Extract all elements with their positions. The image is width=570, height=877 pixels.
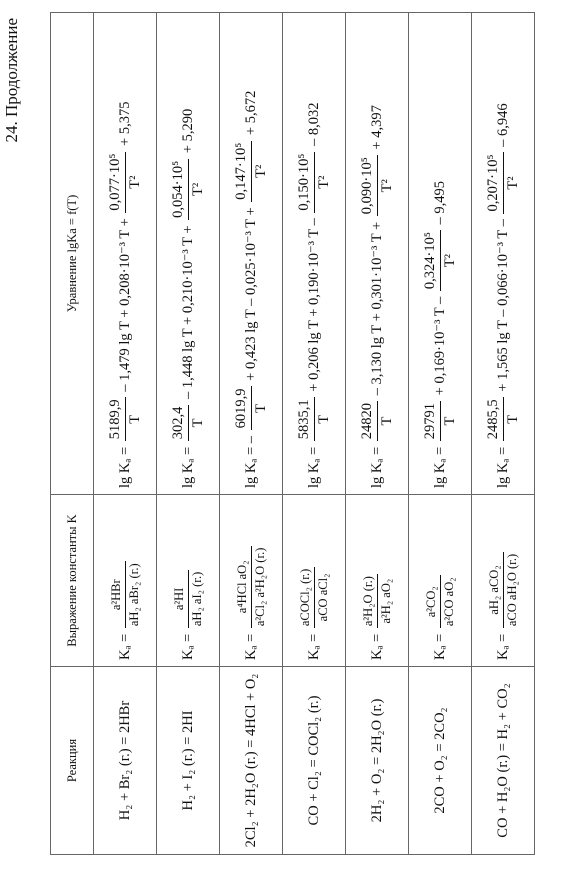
eq-constant: + 5,375: [116, 101, 133, 146]
eq-f2-denominator: T²: [315, 175, 332, 189]
table-row: [94, 13, 157, 855]
reaction-cell: [94, 667, 157, 855]
reaction-text: H₂ + I₂ (г.) = 2HI: [179, 710, 196, 811]
eq-f2-denominator: T²: [126, 175, 143, 189]
equation-cell: [220, 13, 283, 495]
k-lhs: Kₐ =: [179, 633, 196, 660]
eq-f1-numerator: 5835,1: [296, 397, 315, 441]
eq-lhs: lg Kₐ =: [368, 446, 385, 488]
k-lhs: Kₐ =: [431, 633, 448, 660]
eq-fraction-1: [485, 397, 522, 441]
k-expression-cell: [472, 495, 535, 667]
reaction-cell: [220, 667, 283, 855]
eq-fraction-1: [233, 386, 270, 430]
k-expression-cell: [409, 495, 472, 667]
eq-f1-denominator: T: [504, 414, 521, 424]
equation-cell: [346, 13, 409, 495]
k-fraction: [235, 546, 268, 629]
reaction-text: 2H₂ + O₂ = 2H₂O (г.): [368, 698, 385, 823]
eq-f1-denominator: T: [189, 418, 206, 428]
k-lhs: Kₐ =: [242, 633, 259, 660]
k-denominator: a²CO aO₂: [441, 577, 456, 627]
eq-f2-numerator: 0,054·10⁵: [170, 159, 189, 220]
k-denominator: aCO aCl₂: [315, 573, 330, 622]
eq-f1-numerator: 2485,5: [485, 397, 504, 441]
k-lhs: Kₐ =: [305, 633, 322, 660]
k-numerator: a²HI: [172, 570, 189, 628]
eq-fraction-2: [485, 153, 522, 214]
eq-lhs: lg Kₐ =: [116, 446, 133, 488]
eq-f1-numerator: 29791: [422, 401, 441, 441]
page-title: 24. Продолжение: [2, 18, 21, 143]
eq-fraction-1: [170, 405, 207, 442]
eq-f1-denominator: T: [126, 414, 143, 424]
equation-cell: [283, 13, 346, 495]
eq-f1-denominator: T: [378, 416, 395, 426]
k-fraction: [172, 570, 205, 628]
eq-f2-denominator: T²: [504, 176, 521, 190]
k-numerator: a²CO₂: [424, 575, 441, 628]
eq-f2-numerator: 0,150·10⁵: [296, 152, 315, 213]
equation-cell: [94, 13, 157, 495]
k-fraction: [361, 574, 394, 628]
eq-prefix-sign: –: [242, 435, 259, 444]
eq-fraction-2: [422, 230, 459, 291]
eq-f2-denominator: T²: [252, 164, 269, 178]
header-reaction: Реакция: [51, 667, 94, 855]
eq-fraction-1: [422, 401, 459, 441]
k-denominator: a²H₂ aO₂: [378, 578, 393, 624]
eq-lhs: lg Kₐ =: [179, 446, 196, 488]
eq-middle-terms: + 0,169·10⁻³ T –: [431, 296, 448, 396]
table-row: [472, 13, 535, 855]
eq-middle-terms: – 1,448 lg T + 0,210·10⁻³ T +: [179, 225, 196, 399]
eq-lhs: lg Kₐ =: [305, 446, 322, 488]
table-row: [283, 13, 346, 855]
eq-f2-numerator: 0,090·10⁵: [359, 155, 378, 216]
eq-f1-denominator: T: [441, 416, 458, 426]
reaction-cell: [409, 667, 472, 855]
eq-constant: + 5,290: [179, 108, 196, 154]
reaction-text: CO + H₂O (г.) = H₂ + CO₂: [494, 683, 511, 838]
eq-middle-terms: – 1,479 lg T + 0,208·10⁻³ T +: [116, 218, 133, 392]
k-fraction: [109, 561, 142, 628]
eq-constant: – 8,032: [305, 102, 322, 146]
eq-fraction-1: [359, 401, 396, 441]
eq-middle-terms: + 0,423 lg T – 0,025·10⁻³ T +: [242, 207, 259, 381]
k-lhs: Kₐ =: [494, 633, 511, 660]
table-row: [346, 13, 409, 855]
equation-cell: [472, 13, 535, 495]
eq-middle-terms: – 3,130 lg T + 0,301·10⁻³ T +: [368, 221, 385, 396]
eq-f1-numerator: 6019,9: [233, 386, 252, 430]
k-numerator: a²H₂O (г.): [361, 574, 378, 628]
reaction-text: H₂ + Br₂ (г.) = 2HBr: [116, 700, 133, 821]
reaction-text: 2CO + O₂ = 2CO₂: [431, 707, 448, 814]
eq-middle-terms: + 0,206 lg T + 0,190·10⁻³ T –: [305, 218, 322, 392]
eq-constant: + 4,397: [368, 105, 385, 150]
eq-f2-numerator: 0,077·10⁵: [107, 152, 126, 213]
eq-fraction-1: [107, 397, 144, 441]
eq-f1-denominator: T: [252, 403, 269, 413]
header-k-expression: Выражение константы K: [51, 495, 94, 667]
reaction-text: CO + Cl₂ = COCl₂ (г.): [305, 695, 322, 826]
eq-fraction-2: [170, 159, 207, 220]
table-row: [157, 13, 220, 855]
k-denominator: aH₂ aBr₂ (г.): [126, 563, 141, 627]
k-lhs: Kₐ =: [116, 633, 133, 660]
eq-fraction-2: [233, 141, 270, 202]
thermo-table: [50, 12, 535, 855]
k-denominator: aCO aH₂O (г.): [504, 553, 519, 627]
k-fraction: [298, 567, 331, 628]
eq-lhs: lg Kₐ =: [242, 446, 259, 488]
k-denominator: aH₂ aI₂ (г.): [189, 571, 204, 627]
eq-middle-terms: + 1,565 lg T – 0,066·10⁻³ T –: [494, 219, 511, 392]
k-numerator: a²HBr: [109, 561, 126, 628]
eq-lhs: lg Kₐ =: [494, 446, 511, 488]
eq-constant: – 9,495: [431, 180, 448, 225]
k-expression-cell: [283, 495, 346, 667]
eq-f1-numerator: 302,4: [170, 405, 189, 442]
eq-f2-numerator: 0,207·10⁵: [485, 153, 504, 214]
eq-f2-denominator: T²: [378, 179, 395, 193]
eq-fraction-1: [296, 397, 333, 441]
k-expression-cell: [94, 495, 157, 667]
eq-f2-numerator: 0,147·10⁵: [233, 141, 252, 202]
eq-f1-numerator: 5189,9: [107, 397, 126, 441]
table-row: [220, 13, 283, 855]
header-equation: Уравнение lgKa = f(T): [51, 13, 94, 495]
table-header-row: [51, 13, 94, 855]
eq-f2-denominator: T²: [441, 254, 458, 268]
reaction-cell: [346, 667, 409, 855]
equation-cell: [409, 13, 472, 495]
reaction-text: 2Cl₂ + 2H₂O (г.) = 4HCl + O₂: [242, 673, 259, 848]
k-expression-cell: [346, 495, 409, 667]
eq-fraction-2: [359, 155, 396, 216]
eq-f2-numerator: 0,324·10⁵: [422, 230, 441, 291]
k-fraction: [424, 575, 457, 628]
k-numerator: aCOCl₂ (г.): [298, 567, 315, 628]
k-numerator: aH₂ aCO₂: [487, 552, 504, 628]
reaction-cell: [472, 667, 535, 855]
eq-constant: + 5,672: [242, 90, 259, 136]
reaction-cell: [157, 667, 220, 855]
eq-constant: – 6,946: [494, 103, 511, 147]
k-denominator: a²Cl₂ a²H₂O (г.): [252, 547, 267, 627]
eq-f1-numerator: 24820: [359, 401, 378, 441]
table-row: [409, 13, 472, 855]
eq-lhs: lg Kₐ =: [431, 446, 448, 488]
k-lhs: Kₐ =: [368, 633, 385, 660]
eq-fraction-2: [296, 152, 333, 213]
reaction-cell: [283, 667, 346, 855]
eq-f1-denominator: T: [315, 414, 332, 424]
eq-f2-denominator: T²: [189, 182, 206, 196]
k-expression-cell: [157, 495, 220, 667]
eq-fraction-2: [107, 152, 144, 213]
k-numerator: a⁴HCl aO₂: [235, 546, 252, 629]
k-fraction: [487, 552, 520, 628]
equation-cell: [157, 13, 220, 495]
k-expression-cell: [220, 495, 283, 667]
